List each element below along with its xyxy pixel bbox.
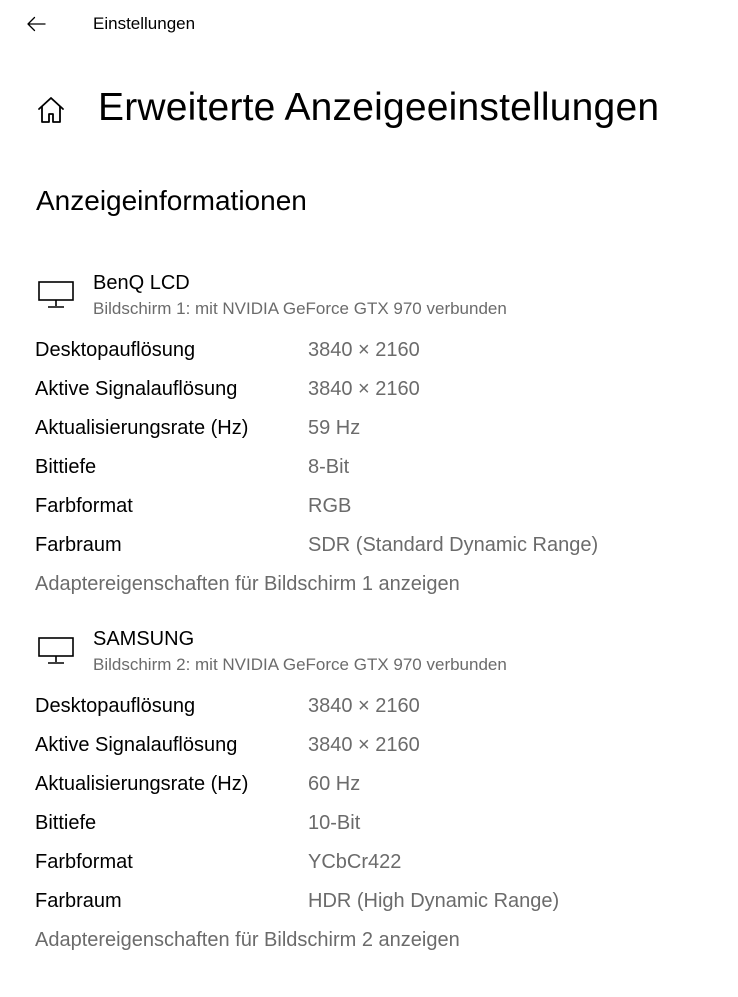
info-row-bit-depth <box>0 447 738 486</box>
info-row-refresh-rate <box>0 408 738 447</box>
info-value: RGB <box>308 495 352 517</box>
monitor-icon <box>38 637 74 665</box>
info-row-color-space <box>0 881 738 920</box>
info-value: 60 Hz <box>308 773 361 795</box>
info-label: Farbraum <box>35 890 122 912</box>
section-title: Anzeigeinformationen <box>36 185 307 216</box>
adapter-properties-link-1[interactable]: Adaptereigenschaften für Bildschirm 1 anzeigen <box>35 573 460 595</box>
monitor-name: BenQ LCD <box>93 272 190 294</box>
info-row-color-format <box>0 842 738 881</box>
info-label: Aktive Signalauflösung <box>35 378 238 400</box>
info-row-signal-resolution <box>0 725 738 764</box>
info-label: Bittiefe <box>35 456 97 478</box>
info-label: Desktopauflösung <box>35 695 196 717</box>
info-value: 59 Hz <box>308 417 361 439</box>
monitor-header <box>0 270 738 330</box>
app-title: Einstellungen <box>93 14 196 33</box>
monitor-icon <box>38 281 74 309</box>
info-value: 3840 × 2160 <box>308 339 420 361</box>
adapter-properties-link-2[interactable]: Adaptereigenschaften für Bildschirm 2 anzeigen <box>35 929 460 951</box>
arrow-left-icon <box>26 16 46 32</box>
adapter-properties-row <box>0 564 738 603</box>
info-row-desktop-resolution <box>0 686 738 725</box>
info-label: Farbformat <box>35 851 133 873</box>
info-row-signal-resolution <box>0 369 738 408</box>
monitor-connection: Bildschirm 1: mit NVIDIA GeForce GTX 970 verbunden <box>93 299 507 318</box>
monitor-name: SAMSUNG <box>93 628 195 650</box>
info-value: HDR (High Dynamic Range) <box>308 890 560 912</box>
monitor-block-1 <box>0 270 738 603</box>
monitor-header <box>0 626 738 686</box>
info-value: 3840 × 2160 <box>308 378 420 400</box>
monitor-block-2 <box>0 626 738 959</box>
info-value: 3840 × 2160 <box>308 695 420 717</box>
back-button[interactable] <box>20 9 52 39</box>
info-label: Aktualisierungsrate (Hz) <box>35 773 249 795</box>
page-header <box>0 82 738 134</box>
title-bar <box>0 0 738 48</box>
info-label: Aktualisierungsrate (Hz) <box>35 417 249 439</box>
info-label: Farbraum <box>35 534 122 556</box>
info-label: Desktopauflösung <box>35 339 196 361</box>
info-row-color-format <box>0 486 738 525</box>
monitor-connection: Bildschirm 2: mit NVIDIA GeForce GTX 970 verbunden <box>93 655 507 674</box>
page-title: Erweiterte Anzeigeeinstellungen <box>98 86 660 129</box>
info-label: Bittiefe <box>35 812 97 834</box>
home-icon[interactable] <box>36 95 66 125</box>
adapter-properties-row <box>0 920 738 959</box>
info-row-color-space <box>0 525 738 564</box>
info-row-bit-depth <box>0 803 738 842</box>
info-value: 8-Bit <box>308 456 350 478</box>
info-value: 3840 × 2160 <box>308 734 420 756</box>
info-value: YCbCr422 <box>308 851 402 873</box>
info-value: SDR (Standard Dynamic Range) <box>308 534 599 556</box>
info-value: 10-Bit <box>308 812 361 834</box>
info-label: Farbformat <box>35 495 133 517</box>
info-row-refresh-rate <box>0 764 738 803</box>
info-label: Aktive Signalauflösung <box>35 734 238 756</box>
info-row-desktop-resolution <box>0 330 738 369</box>
